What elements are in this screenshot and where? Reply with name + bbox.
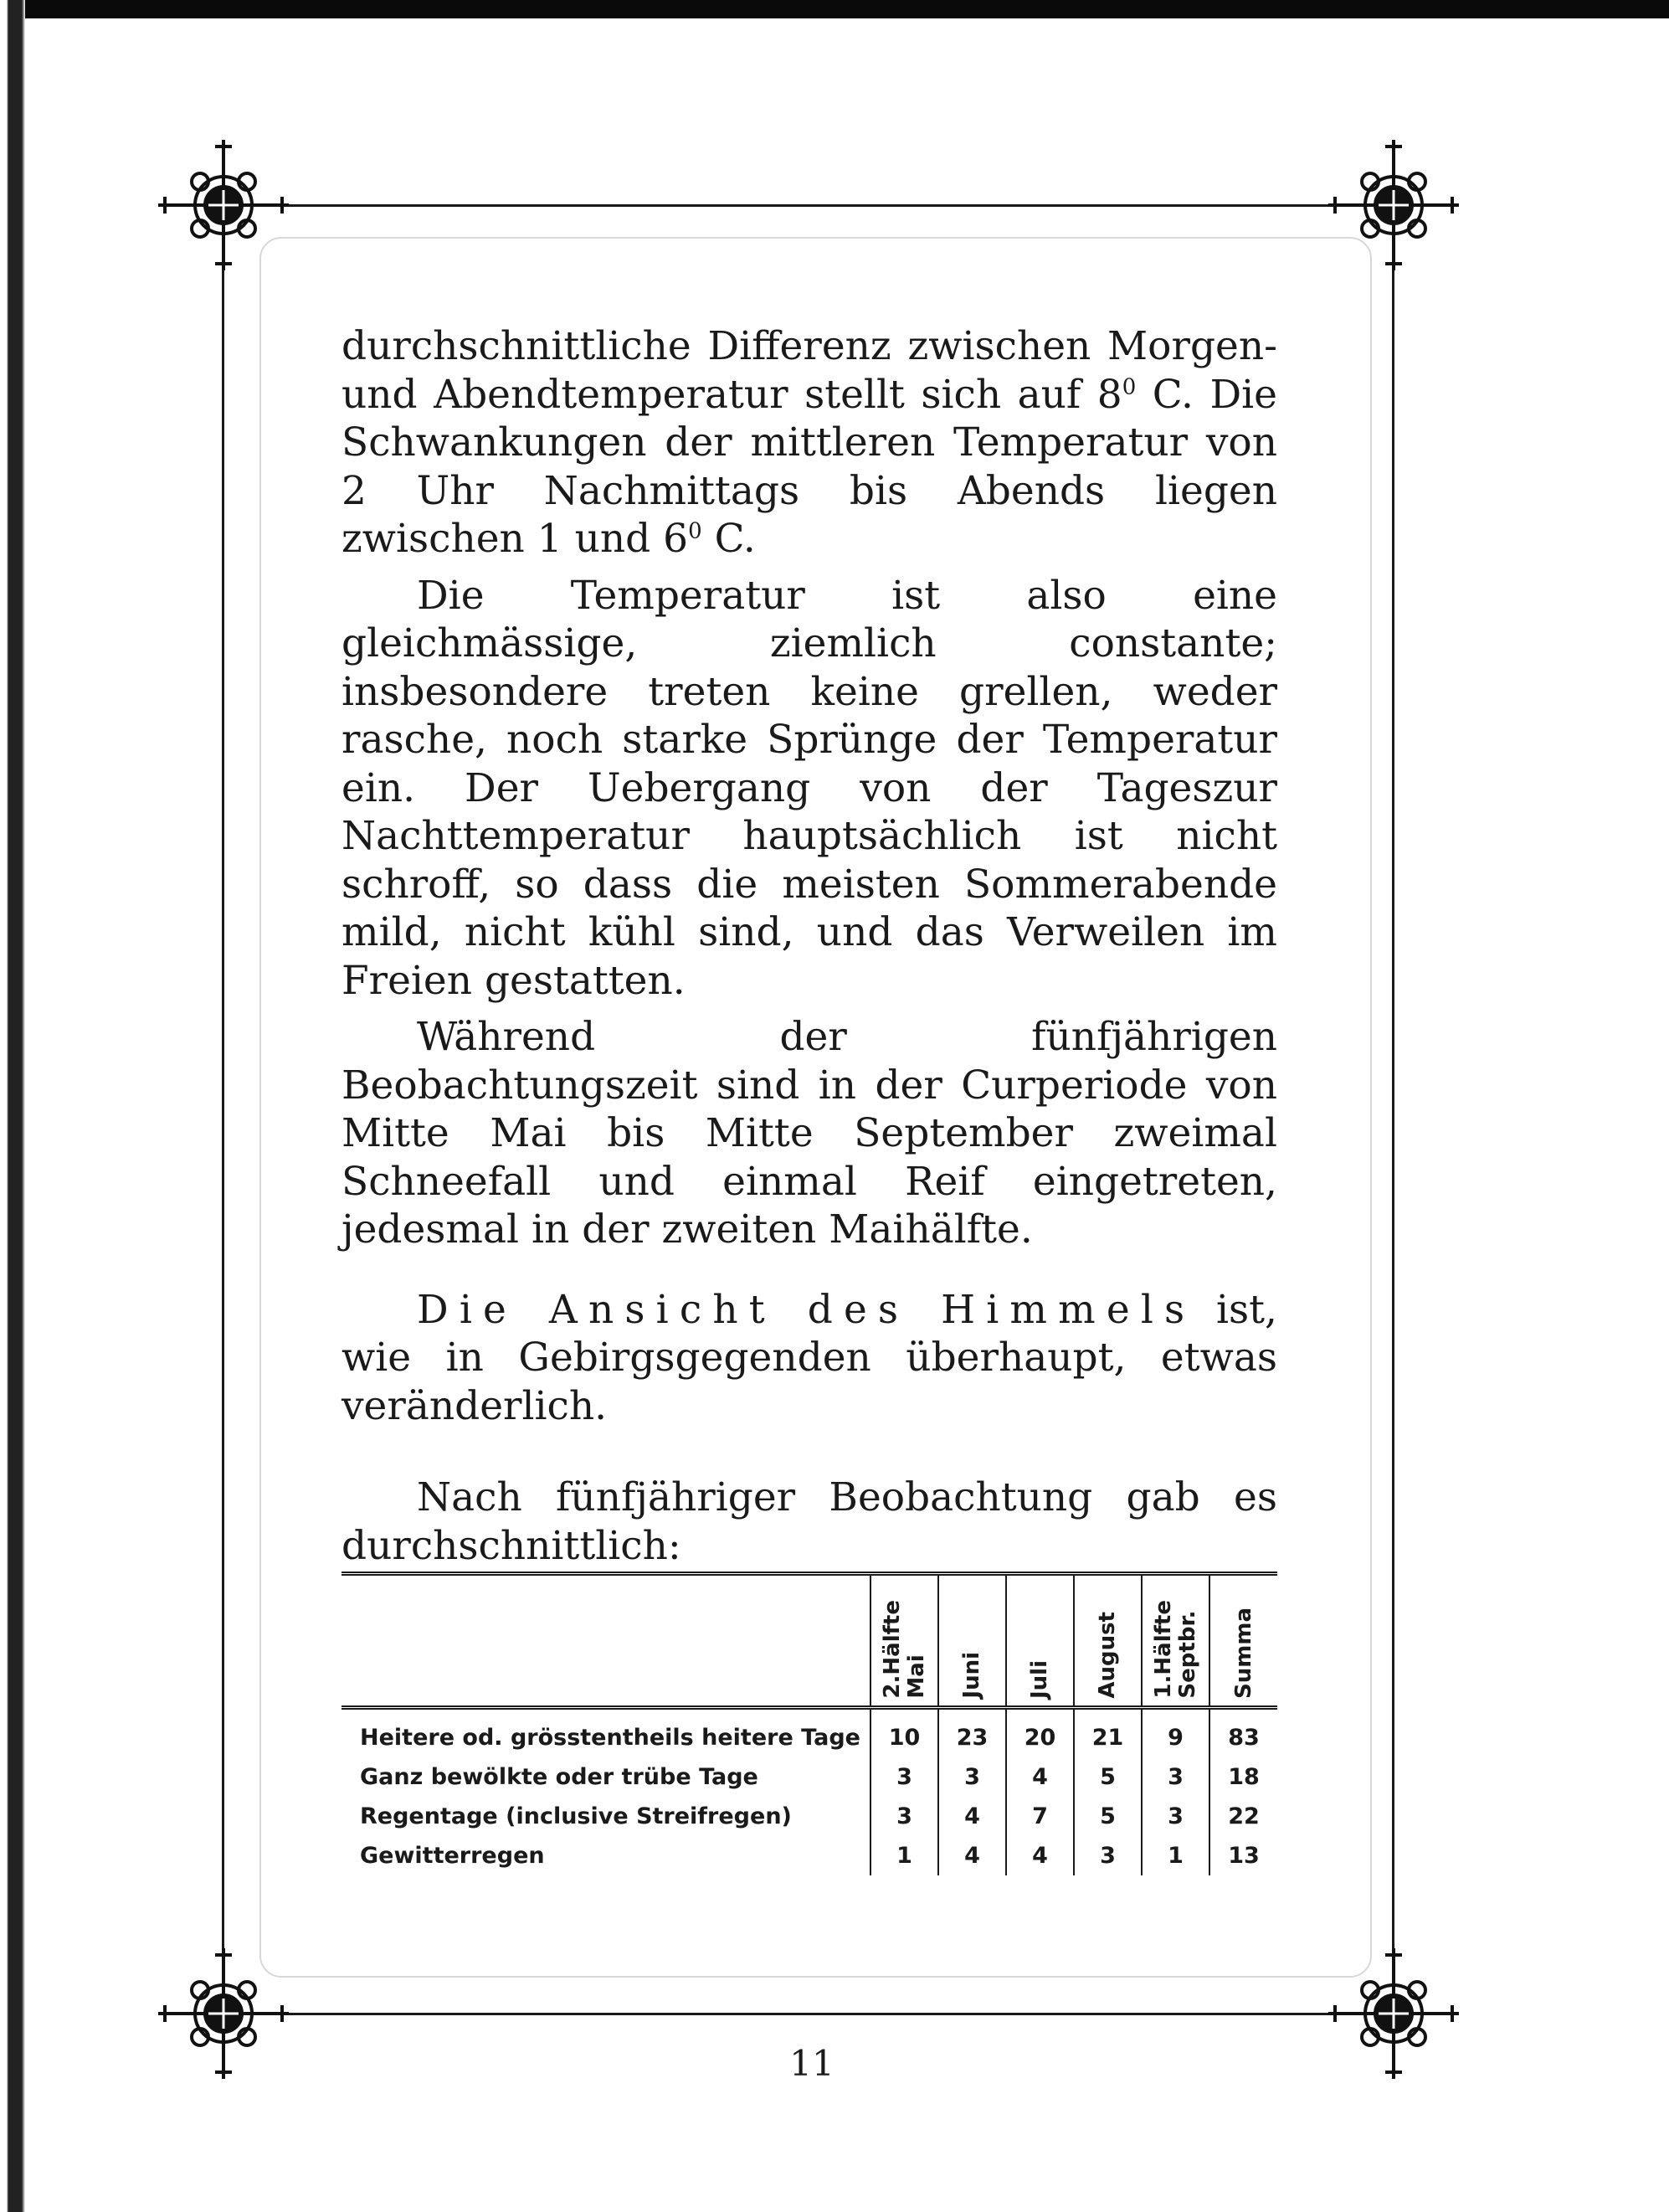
paragraph-observation-period: Während der fünfjährigen Beobachtungszeit sind in der Curperiode von Mitte Mai bis Mitte September zweimal Schneefall und einmal Reif eingetreten, jedesmal in der zweiten Maihälfte. (342, 1014, 1277, 1253)
table-cell: 4 (1006, 1836, 1074, 1875)
scan-edge-top (0, 0, 1669, 18)
body-text (342, 322, 1277, 1570)
column-label: 2.Hälfte Mai (879, 1600, 929, 1699)
table-header-cell (1209, 1574, 1277, 1708)
table-header-row (342, 1574, 1277, 1708)
table-header-empty (342, 1574, 870, 1708)
column-label: Summa (1230, 1608, 1256, 1699)
table-cell: 22 (1209, 1797, 1277, 1836)
table-row (342, 1757, 1277, 1797)
table-row (342, 1797, 1277, 1836)
corner-ornament-icon (157, 138, 290, 272)
border-bottom (285, 2013, 1331, 2015)
table-header-cell (938, 1574, 1006, 1708)
table-header-cell (1006, 1574, 1074, 1708)
scan-edge-left (0, 0, 25, 2212)
table-cell: 5 (1074, 1797, 1142, 1836)
table-cell: 5 (1074, 1757, 1142, 1797)
table-cell: 1 (870, 1836, 938, 1875)
table-cell: 3 (938, 1757, 1006, 1797)
column-label: Juni (959, 1652, 984, 1699)
table-cell: 3 (870, 1797, 938, 1836)
table-cell: 3 (1142, 1797, 1209, 1836)
table-cell: 7 (1006, 1797, 1074, 1836)
column-label: August (1095, 1612, 1120, 1699)
column-label: 1.Hälfte Septbr. (1150, 1600, 1200, 1699)
table-header-cell (1142, 1574, 1209, 1708)
border-top (285, 204, 1331, 207)
corner-ornament-icon (1327, 138, 1461, 272)
table-cell: 1 (1142, 1836, 1209, 1875)
paragraph-sky-view (342, 1286, 1277, 1431)
table-cell: 4 (1006, 1757, 1074, 1797)
corner-ornament-icon (1327, 1947, 1461, 2081)
table-cell: 10 (870, 1708, 938, 1758)
corner-ornament-icon (157, 1947, 290, 2081)
paragraph-temperature-constant: Die Temperatur ist also eine gleichmässige, ziemlich constante; insbesondere treten keine grellen, weder rasche, noch starke Sprünge der Temperatur ein. Der Uebergang von der Tageszur Nachttemperatur hauptsächlich ist nicht schroff, so dass die meisten Sommerabende mild, nicht kühl sind, und das Verweilen im Freien gestatten. (342, 572, 1277, 1004)
row-label: Regentage (inclusive Streifregen) (360, 1803, 792, 1829)
table-cell: 23 (938, 1708, 1006, 1758)
table-cell: 9 (1142, 1708, 1209, 1758)
paragraph-table-intro: Nach fünfjähriger Beobachtung gab es durchschnittlich: (342, 1474, 1277, 1569)
border-left (222, 268, 224, 1951)
table-cell: 3 (1074, 1836, 1142, 1875)
paragraph-text: C. Die Schwankungen der mittleren Temperatur von 2 Uhr Nachmittags bis Abends liegen zwischen 1 und 6 (342, 371, 1277, 562)
table-cell: 21 (1074, 1708, 1142, 1758)
table-row (342, 1708, 1277, 1758)
table-header-cell (1074, 1574, 1142, 1708)
table-cell: 13 (1209, 1836, 1277, 1875)
weather-table (342, 1572, 1277, 1875)
table-cell: 4 (938, 1836, 1006, 1875)
table-header-cell (870, 1574, 938, 1708)
weather-table-wrap (342, 1572, 1277, 1875)
table-cell: 3 (1142, 1757, 1209, 1797)
row-label: Heitere od. grösstentheils heitere Tage (360, 1725, 860, 1751)
degree-symbol: 0 (1122, 373, 1137, 399)
row-label: Gewitterregen (360, 1843, 545, 1869)
row-label: Ganz bewölkte oder trübe Tage (360, 1764, 758, 1790)
table-cell: 18 (1209, 1757, 1277, 1797)
table-cell: 20 (1006, 1708, 1074, 1758)
table-cell: 4 (938, 1797, 1006, 1836)
table-cell: 3 (870, 1757, 938, 1797)
column-label: Juli (1027, 1659, 1052, 1699)
paragraph-text: ist, wie in Gebirgsgegenden überhaupt, etwas veränderlich. (342, 1286, 1277, 1429)
degree-symbol: 0 (688, 518, 702, 544)
table-row (342, 1836, 1277, 1875)
page-number: 11 (789, 2043, 834, 2084)
paragraph-temperature-difference (342, 322, 1277, 563)
border-right (1392, 268, 1394, 1951)
paragraph-text: C. (701, 516, 756, 562)
table-cell: 83 (1209, 1708, 1277, 1758)
paragraph-text: durchschnittliche Differenz zwischen Morgen- und Abendtemperatur stellt sich auf 8 (342, 323, 1277, 418)
spaced-heading: Die Ansicht des Himmels (417, 1286, 1196, 1333)
